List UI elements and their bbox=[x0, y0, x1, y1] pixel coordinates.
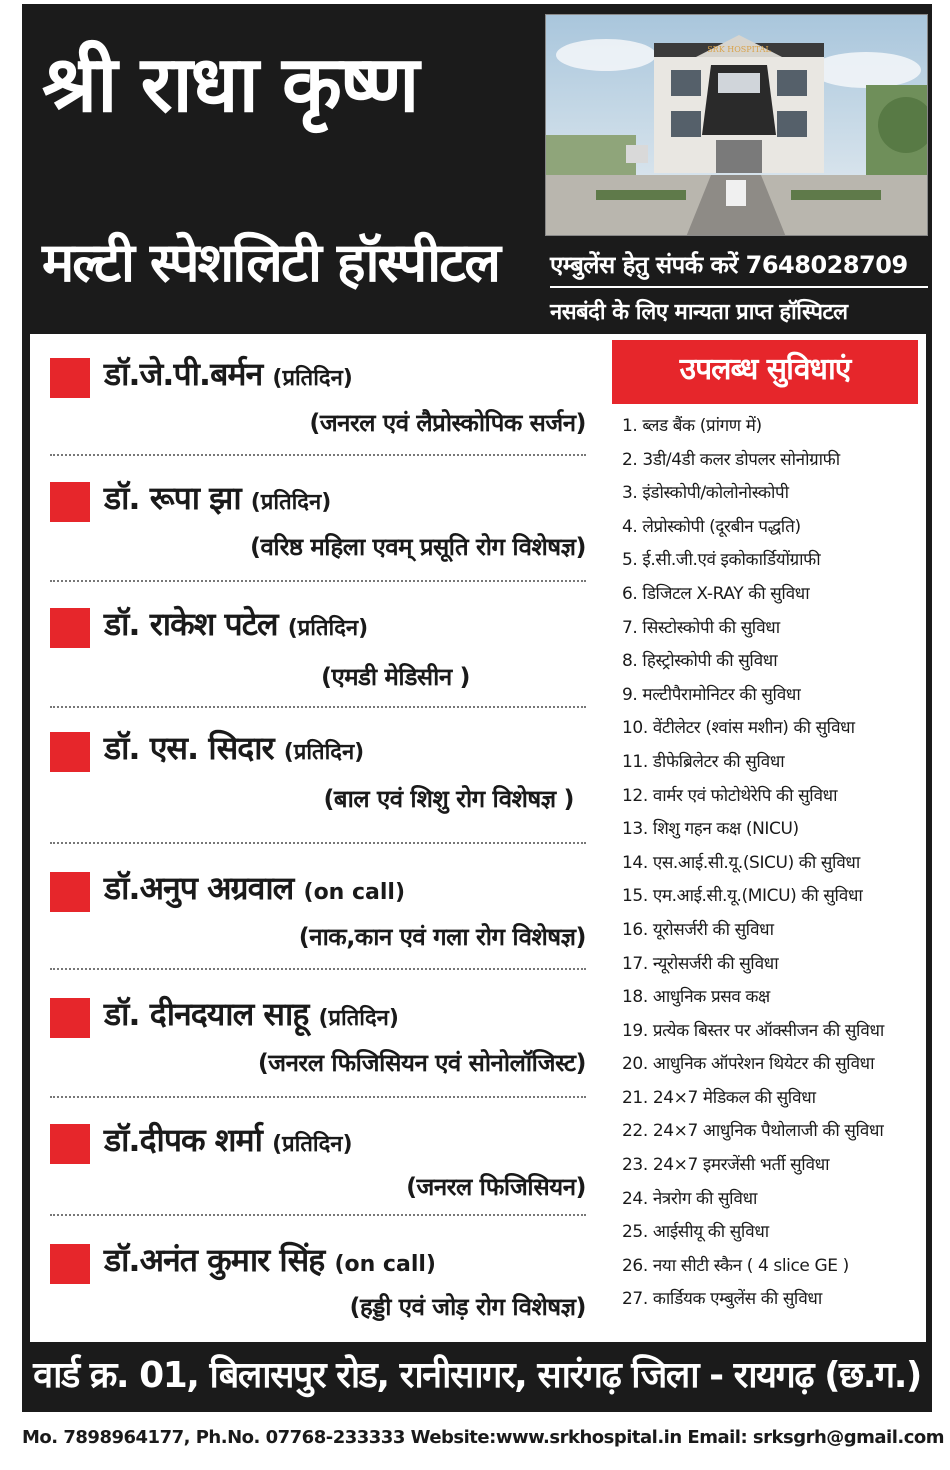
bullet-square-icon bbox=[50, 1244, 90, 1284]
dotted-divider bbox=[50, 842, 586, 844]
dotted-divider bbox=[50, 580, 586, 582]
doctor-specialty: (नाक,कान एवं गला रोग विशेषज्ञ) bbox=[298, 923, 586, 951]
facility-item: 27. कार्डियक एम्बुलेंस की सुविधा bbox=[622, 1289, 822, 1310]
doctor-name bbox=[104, 1240, 436, 1285]
doctor-availability: (प्रतिदिन) bbox=[272, 1132, 353, 1157]
facility-item: 11. डीफेब्रिलेटर की सुविधा bbox=[622, 751, 785, 772]
doctor-specialty: (जनरल फिजिसियन) bbox=[406, 1173, 586, 1201]
doctor-specialty: (एमडी मेडिसीन ) bbox=[321, 663, 470, 691]
building-sign-text: SRK HOSPITAL bbox=[707, 45, 771, 54]
doctor-specialty: (जनरल फिजिसियन एवं सोनोलॉजिस्ट) bbox=[257, 1049, 586, 1077]
doctor-availability: (प्रतिदिन) bbox=[250, 490, 332, 515]
bullet-square-icon bbox=[50, 482, 90, 522]
facility-item: 16. यूरोसर्जरी की सुविधा bbox=[622, 919, 774, 940]
facility-item: 20. आधुनिक ऑपरेशन थियेटर की सुविधा bbox=[622, 1054, 875, 1075]
bullet-square-icon bbox=[50, 608, 90, 648]
bullet-square-icon bbox=[50, 732, 90, 772]
facility-item: 1. ब्लड बैंक (प्रांगण में) bbox=[622, 416, 762, 436]
doctor-name-text: डॉ.अनुप अग्रवाल bbox=[104, 869, 294, 907]
doctor-specialty: (जनरल एवं लैप्रोस्कोपिक सर्जन) bbox=[309, 409, 586, 437]
header-divider bbox=[550, 286, 928, 288]
hospital-building-photo bbox=[545, 14, 928, 236]
dotted-divider bbox=[50, 454, 586, 456]
facilities-list bbox=[622, 410, 884, 1317]
doctor-name bbox=[104, 478, 331, 523]
doctor-name bbox=[104, 1120, 353, 1165]
bullet-square-icon bbox=[50, 872, 90, 912]
doctor-specialty: (वरिष्ठ महिला एवम् प्रसूति रोग विशेषज्ञ) bbox=[250, 533, 586, 561]
contact-bar bbox=[22, 1412, 945, 1464]
advertisement bbox=[22, 4, 945, 1464]
facility-item: 25. आईसीयू की सुविधा bbox=[622, 1222, 769, 1243]
ambulance-contact: एम्बुलेंस हेतु संपर्क करें 7648028709 bbox=[550, 251, 908, 279]
facility-item: 26. नया सीटी स्कैन ( 4 slice GE ) bbox=[622, 1255, 849, 1276]
header bbox=[22, 4, 932, 330]
doctor-name-text: डॉ. एस. सिदार bbox=[104, 729, 274, 767]
hospital-title: श्री राधा कृष्ण bbox=[42, 40, 418, 130]
doctor-name bbox=[104, 868, 405, 913]
doctor-name bbox=[104, 354, 353, 399]
facility-item: 13. शिशु गहन कक्ष (NICU) bbox=[622, 819, 799, 840]
facility-item: 5. ई.सी.जी.एवं इकोकार्डियोंग्राफी bbox=[622, 550, 821, 571]
bullet-square-icon bbox=[50, 1124, 90, 1164]
facility-item: 4. लेप्रोस्कोपी (दूरबीन पद्धति) bbox=[622, 516, 801, 537]
doctor-list bbox=[30, 334, 600, 1342]
doctor-availability: (on call) bbox=[303, 880, 406, 905]
doctor-availability: (प्रतिदिन) bbox=[272, 366, 353, 391]
doctor-specialty: (हड्डी एवं जोड़ रोग विशेषज्ञ) bbox=[349, 1293, 586, 1321]
doctor-name bbox=[104, 604, 368, 649]
contact-details: Mo. 7898964177, Ph.No. 07768-233333 Website:www.srkhospital.in Email: srksgrh@gmail.com bbox=[22, 1427, 945, 1448]
facility-item: 22. 24×7 आधुनिक पैथोलाजी की सुविधा bbox=[622, 1121, 884, 1142]
bullet-square-icon bbox=[50, 998, 90, 1038]
facility-item: 24. नेत्ररोग की सुविधा bbox=[622, 1188, 758, 1209]
doctor-availability: (प्रतिदिन) bbox=[287, 616, 369, 641]
doctor-availability: (प्रतिदिन) bbox=[283, 740, 365, 765]
facility-item: 14. एस.आई.सी.यू.(SICU) की सुविधा bbox=[622, 852, 860, 873]
facilities-heading: उपलब्ध सुविधाएं bbox=[612, 340, 918, 404]
dotted-divider bbox=[50, 706, 586, 708]
doctor-name-text: डॉ. दीनदयाल साहू bbox=[104, 995, 309, 1033]
doctor-name bbox=[104, 728, 364, 773]
doctor-specialty: (बाल एवं शिशु रोग विशेषज्ञ ) bbox=[323, 785, 574, 813]
doctor-name-text: डॉ.जे.पी.बर्मन bbox=[104, 355, 263, 393]
facility-item: 2. 3डी/4डी कलर डोपलर सोनोग्राफी bbox=[622, 449, 840, 470]
facility-item: 21. 24×7 मेडिकल की सुविधा bbox=[622, 1087, 816, 1108]
facility-item: 8. हिस्ट्रोस्कोपी की सुविधा bbox=[622, 651, 778, 672]
facility-item: 23. 24×7 इमरजेंसी भर्ती सुविधा bbox=[622, 1155, 830, 1176]
facility-item: 17. न्यूरोसर्जरी की सुविधा bbox=[622, 953, 779, 974]
facility-item: 9. मल्टीपैरामोनिटर की सुविधा bbox=[622, 684, 801, 705]
content-panel bbox=[30, 334, 926, 1342]
dotted-divider bbox=[50, 1214, 586, 1216]
facility-item: 6. डिजिटल X-RAY की सुविधा bbox=[622, 583, 810, 604]
doctor-name-text: डॉ. रूपा झा bbox=[104, 479, 241, 517]
facility-item: 12. वार्मर एवं फोटोथेरेपि की सुविधा bbox=[622, 785, 838, 806]
doctor-availability: (on call) bbox=[334, 1252, 436, 1277]
doctor-availability: (प्रतिदिन) bbox=[318, 1006, 399, 1031]
facility-item: 15. एम.आई.सी.यू.(MICU) की सुविधा bbox=[622, 886, 863, 907]
doctor-name-text: डॉ.अनंत कुमार सिंह bbox=[104, 1241, 325, 1279]
doctor-name bbox=[104, 994, 399, 1039]
bullet-square-icon bbox=[50, 358, 90, 398]
facility-item: 19. प्रत्येक बिस्तर पर ऑक्सीजन की सुविधा bbox=[622, 1020, 884, 1041]
recognition-note: नसबंदी के लिए मान्यता प्राप्त हॉस्पिटल bbox=[550, 300, 848, 325]
dotted-divider bbox=[50, 1096, 586, 1098]
dotted-divider bbox=[50, 968, 586, 970]
facility-item: 10. वेंटीलेटर (श्वांस मशीन) की सुविधा bbox=[622, 718, 855, 739]
doctor-name-text: डॉ.दीपक शर्मा bbox=[104, 1121, 262, 1159]
facility-item: 18. आधुनिक प्रसव कक्ष bbox=[622, 987, 770, 1008]
doctor-name-text: डॉ. राकेश पटेल bbox=[104, 605, 278, 643]
facility-item: 7. सिस्टोस्कोपी की सुविधा bbox=[622, 617, 780, 638]
hospital-address: वार्ड क्र. 01, बिलासपुर रोड, रानीसागर, सारंगढ़ जिला - रायगढ़ (छ.ग.) bbox=[33, 1355, 921, 1396]
facility-item: 3. इंडोस्कोपी/कोलोनोस्कोपी bbox=[622, 483, 789, 504]
hospital-subtitle: मल्टी स्पेशलिटी हॉस्पीटल bbox=[42, 231, 499, 294]
